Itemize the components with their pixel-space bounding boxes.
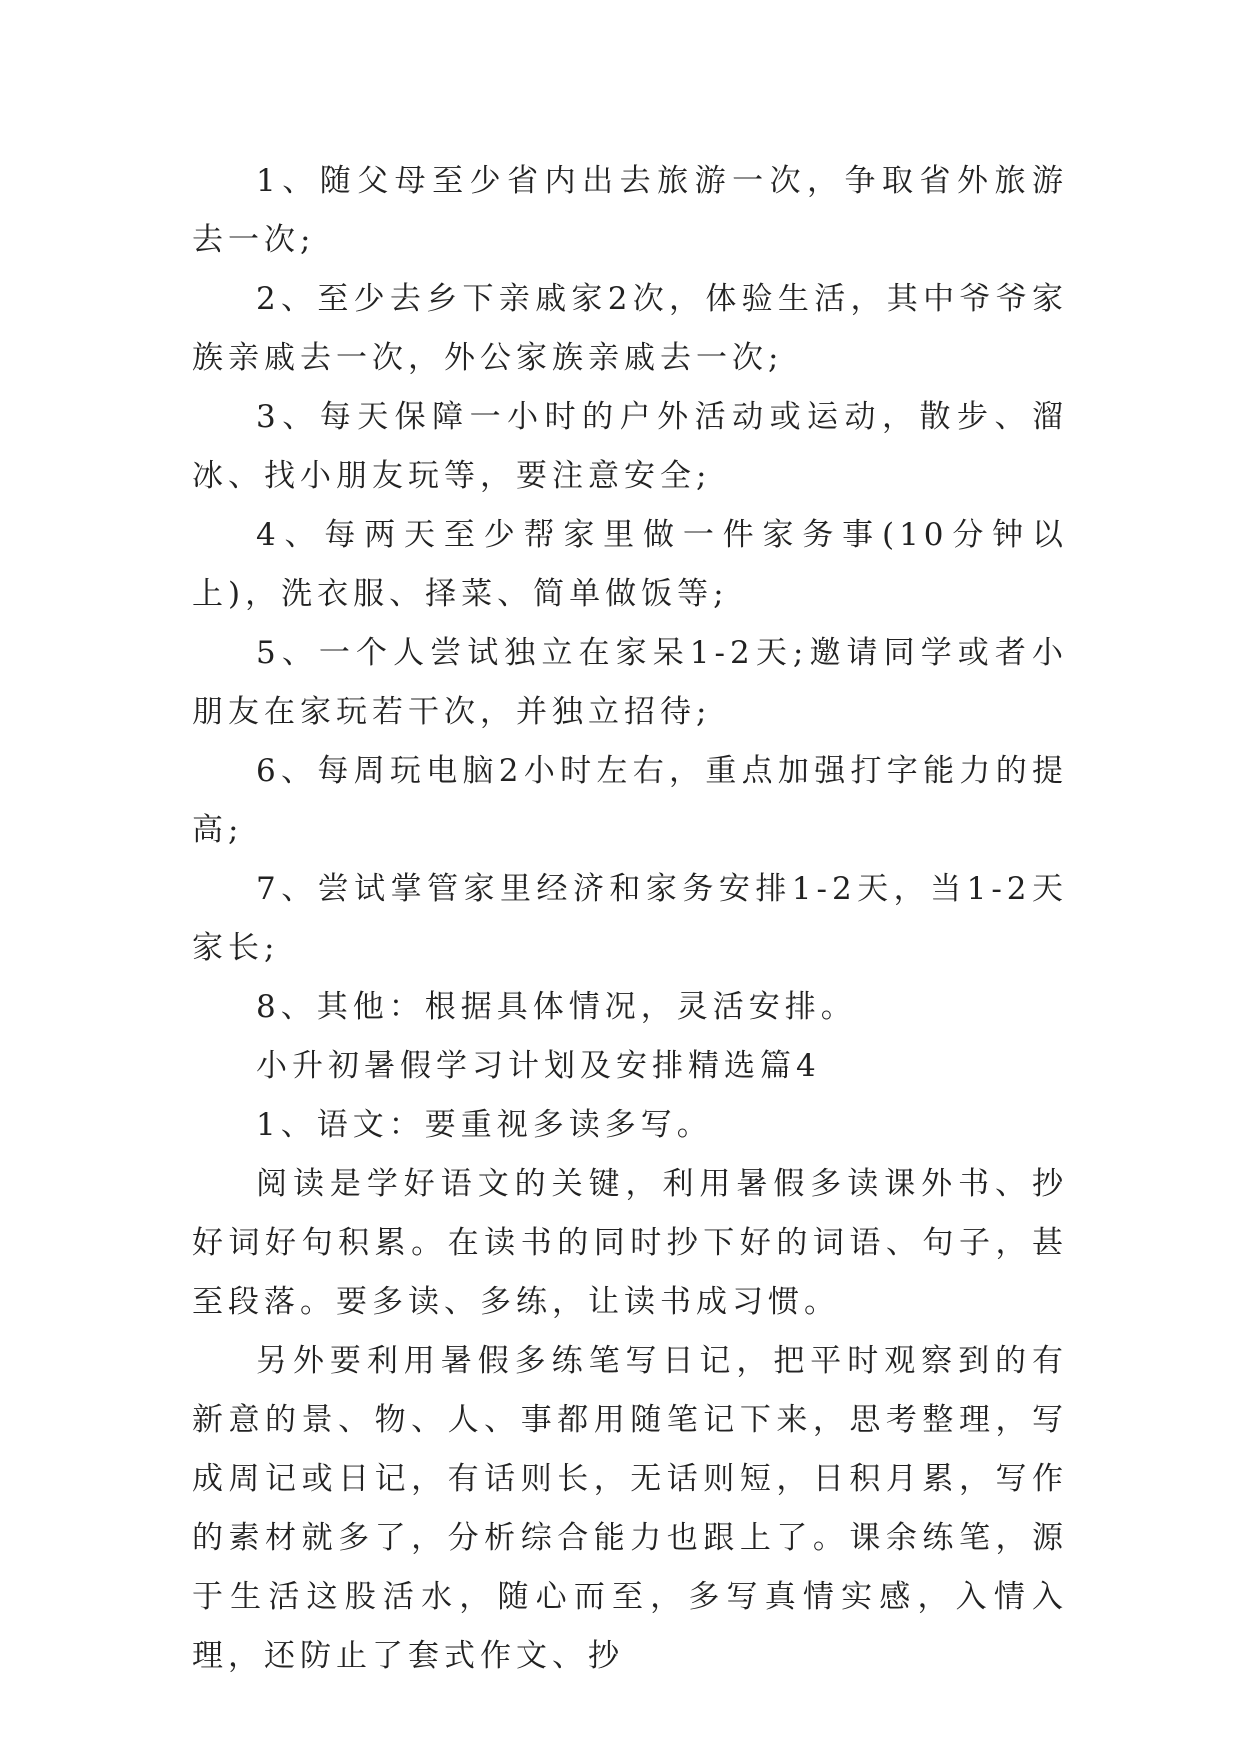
list-item-other: 8、其他：根据具体情况，灵活安排。: [256, 989, 857, 1025]
list-item-visit-relatives: 2、至少去乡下亲戚家2次，体验生活，其中爷爷家族亲戚去一次，外公家族亲戚去一次;: [192, 281, 1068, 376]
list-item-household-management: 7、尝试掌管家里经济和家务安排1-2天，当1-2天家长;: [192, 871, 1068, 966]
section-heading: 小升初暑假学习计划及安排精选篇4: [256, 1048, 821, 1084]
paragraph-writing: 另外要利用暑假多练笔写日记，把平时观察到的有新意的景、物、人、事都用随笔记下来，思考整理，写成周记或日记，有话则长，无话则短，日积月累，写作的素材就多了，分析综合能力也跟上了。课余练笔，源于生活这股活水，随心而至，多写真情实感，入情入理，还防止了套式作文、抄: [192, 1343, 1068, 1674]
subheading-chinese: 1、语文：要重视多读多写。: [256, 1107, 713, 1143]
list-item-housework: 4、每两天至少帮家里做一件家务事(10分钟以上)，洗衣服、择菜、简单做饭等;: [192, 517, 1068, 612]
list-item-computer-time: 6、每周玩电脑2小时左右，重点加强打字能力的提高;: [192, 753, 1068, 848]
paragraph-reading: 阅读是学好语文的关键，利用暑假多读课外书、抄好词好句积累。在读书的同时抄下好的词语、句子，甚至段落。要多读、多练，让读书成习惯。: [192, 1166, 1068, 1320]
list-item-stay-alone: 5、一个人尝试独立在家呆1-2天;邀请同学或者小朋友在家玩若干次，并独立招待;: [192, 635, 1068, 730]
list-item-travel: 1、随父母至少省内出去旅游一次，争取省外旅游去一次;: [192, 163, 1068, 258]
list-item-outdoor-activity: 3、每天保障一小时的户外活动或运动，散步、溜冰、找小朋友玩等，要注意安全;: [192, 399, 1068, 494]
document-body: [192, 152, 1068, 1686]
